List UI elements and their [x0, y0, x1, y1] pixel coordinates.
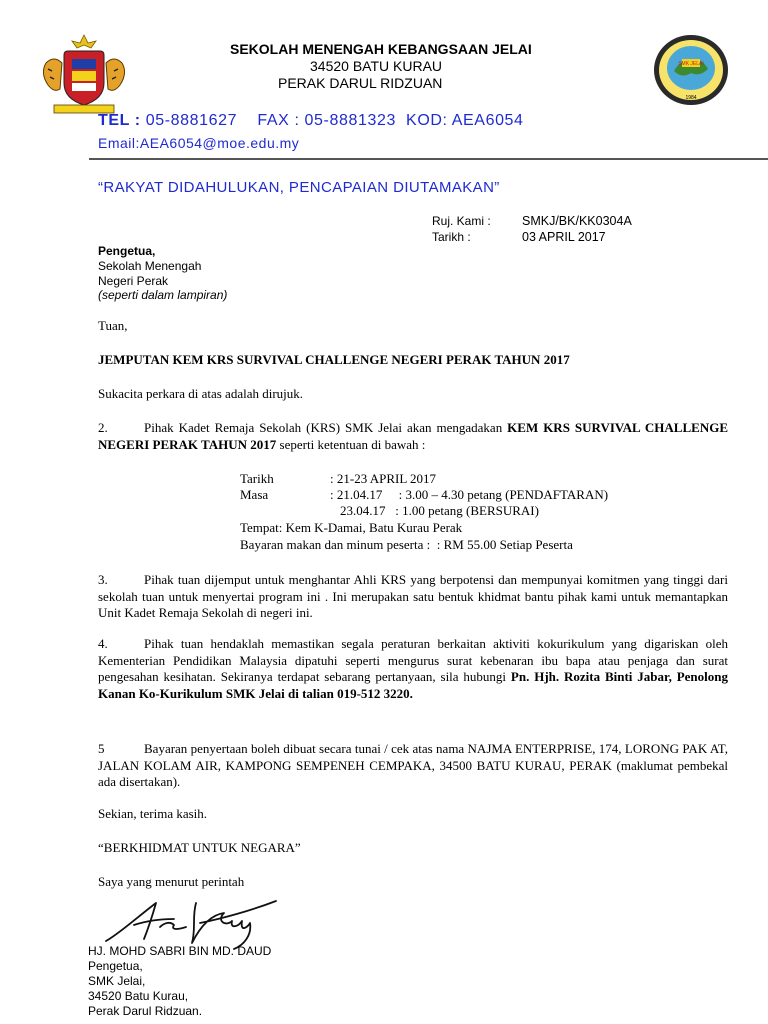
- school-address-line2: PERAK DARUL RIDZUAN: [278, 75, 443, 91]
- paragraph-number: 2.: [98, 420, 108, 435]
- paragraph-3: [98, 572, 728, 622]
- opening-line: Sukacita perkara di atas adalah dirujuk.: [98, 386, 304, 401]
- detail-date-value: : 21-23 APRIL 2017: [330, 471, 437, 486]
- paragraph-4-text: Pihak tuan hendaklah memastikan segala peraturan berkaitan aktiviti kokurikulum yang digariskan oleh Kementerian Pendidikan Malaysia dipatuhi seperti mengurus surat kebenaran ibu bapa atau penjaga dan surat pengesahan kesihatan. Sekiranya terdapat sebarang pertanyaan, sila hubungi: [98, 636, 728, 684]
- detail-fee: Bayaran makan dan minum peserta : : RM 55.00 Setiap Peserta: [240, 537, 573, 552]
- signatory-line2: 34520 Batu Kurau,: [88, 989, 189, 1003]
- paragraph-number: 5: [98, 741, 105, 756]
- detail-time-label: Masa: [240, 487, 269, 502]
- ref-value: SMKJ/BK/KK0304A: [522, 214, 632, 228]
- contact-line: [98, 112, 524, 130]
- signoff-line: Saya yang menurut perintah: [98, 874, 245, 889]
- fax-label: FAX :: [257, 112, 300, 129]
- header-divider: [89, 158, 768, 160]
- paragraph-4: [98, 636, 728, 702]
- paragraph-2: [98, 420, 728, 453]
- detail-time-value-2: 23.04.17 : 1.00 petang (BERSURAI): [340, 503, 539, 518]
- salutation: Tuan,: [98, 318, 128, 333]
- detail-time-value-1: : 21.04.17 : 3.00 – 4.30 petang (PENDAFTARAN): [330, 487, 609, 502]
- tel-value: 05-8881627: [145, 112, 238, 129]
- signatory-name: HJ. MOHD SABRI BIN MD. DAUD: [88, 944, 272, 958]
- signatory-line3: Perak Darul Ridzuan.: [88, 1004, 203, 1018]
- detail-date-label: Tarikh: [240, 471, 274, 486]
- recipient-title: Pengetua,: [98, 244, 156, 258]
- malaysia-coat-of-arms-icon: [36, 33, 132, 117]
- slogan: “BERKHIDMAT UNTUK NEGARA”: [98, 840, 301, 855]
- closing-line: Sekian, terima kasih.: [98, 806, 208, 821]
- subject-line: JEMPUTAN KEM KRS SURVIVAL CHALLENGE NEGERI PERAK TAHUN 2017: [98, 352, 570, 367]
- paragraph-5-text: Bayaran penyertaan boleh dibuat secara tunai / cek atas nama NAJMA ENTERPRISE, 174, LORONG PAK AT, JALAN KOLAM AIR, KAMPONG SEMPENEH CEMPAKA, 34500 BATU KURAU, PERAK (maklumat pembekal ada disertakan).: [98, 741, 728, 789]
- tel-label: TEL :: [98, 112, 141, 129]
- emblem-year: 1984: [685, 95, 697, 101]
- detail-venue: Tempat: Kem K-Damai, Batu Kurau Perak: [240, 520, 463, 535]
- recipient-line1: Sekolah Menengah: [98, 259, 202, 273]
- emblem-label: SMK JELAI: [678, 61, 704, 67]
- school-name: SEKOLAH MENENGAH KEBANGSAAN JELAI: [230, 41, 532, 57]
- recipient-line2: Negeri Perak: [98, 274, 169, 288]
- ref-label: Ruj. Kami :: [432, 214, 491, 228]
- email-address: Email:AEA6054@moe.edu.my: [98, 135, 300, 151]
- fax-value: 05-8881323: [304, 112, 396, 129]
- paragraph-number: 3.: [98, 572, 108, 587]
- contact-person: Pn. Hjh. Rozita Binti Jabar, Penolong Kanan Ko-Kurikulum SMK Jelai di talian 019-512 3220.: [98, 669, 729, 701]
- signatory-line1: SMK Jelai,: [88, 974, 146, 988]
- paragraph-number: 4.: [98, 636, 108, 651]
- kod-label: KOD:: [406, 112, 448, 129]
- paragraph-3-text: Pihak tuan dijemput untuk menghantar Ahli KRS yang berpotensi dan mempunyai komitmen yang tinggi dari sekolah tuan untuk menyertai program ini . Ini merupakan satu bentuk khidmat bantu pihak kami untuk memantapkan Unit Kadet Remaja Sekolah di negeri ini.: [98, 572, 728, 620]
- recipient-note: (seperti dalam lampiran): [98, 288, 228, 302]
- event-name: KEM KRS SURVIVAL CHALLENGE NEGERI PERAK TAHUN 2017: [98, 420, 728, 452]
- paragraph-2-text-a: Pihak Kadet Remaja Sekolah (KRS) SMK Jelai akan mengadakan: [144, 420, 508, 435]
- date-value: 03 APRIL 2017: [522, 230, 606, 244]
- school-emblem-icon: [652, 33, 730, 107]
- motto: “RAKYAT DIDAHULUKAN, PENCAPAIAN DIUTAMAKAN”: [98, 179, 500, 196]
- date-label: Tarikh :: [432, 230, 471, 244]
- paragraph-5: [98, 741, 728, 791]
- paragraph-2-text-b: seperti ketentuan di bawah :: [276, 436, 426, 452]
- signatory-title: Pengetua,: [88, 959, 143, 973]
- kod-value: AEA6054: [451, 112, 524, 129]
- school-address-line1: 34520 BATU KURAU: [310, 58, 443, 74]
